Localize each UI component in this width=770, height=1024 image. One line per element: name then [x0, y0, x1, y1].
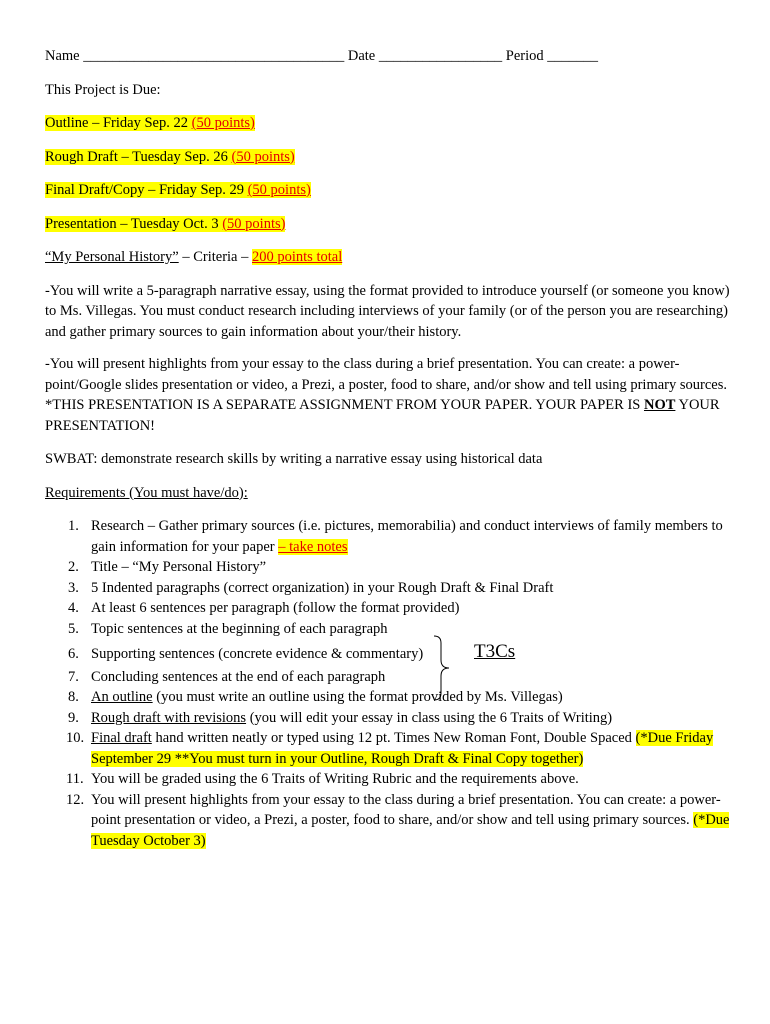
criteria-title: “My Personal History”: [45, 249, 179, 265]
due-item-text: Outline – Friday Sep. 22: [45, 115, 188, 131]
t3cs-label: T3Cs: [474, 641, 516, 662]
due-item-points: (50 points): [191, 115, 255, 131]
due-item-text: Final Draft/Copy – Friday Sep. 29: [45, 182, 244, 198]
criteria-dash: – Criteria –: [178, 249, 252, 265]
list-item: 2. Title – “My Personal History”: [68, 559, 267, 575]
list-item: 11. You will be graded using the 6 Traits of Writing Rubric and the requirements above.: [66, 771, 579, 787]
due-item-points: (50 points): [231, 148, 295, 165]
due-item-points: (50 points): [247, 182, 311, 198]
date-blank: _________________: [378, 48, 503, 64]
date-label: Date: [347, 48, 376, 64]
due-heading: This Project is Due:: [45, 81, 161, 98]
list-item: 1. Research – Gather primary sources (i.e. pictures, memorabilia) and conduct interviews of family members to gain information for your paper – take notes: [68, 518, 723, 555]
not-emphasis: NOT: [643, 397, 676, 413]
presentation-due-note: (*Due Tuesday October 3): [91, 812, 730, 849]
list-item: 12. You will present highlights from your essay to the class during a brief presentation. You can create: a power-point presentation or video, a Prezi, a poster, food to share, and/or show and tell using primary sources. (*Due Tuesday October 3): [66, 791, 730, 849]
criteria-line: [45, 247, 735, 268]
list-item: 8. An outline (you must write an outline using the format provided by Ms. Villegas): [68, 689, 563, 705]
due-item-outline: [45, 113, 735, 134]
list-item: 10. Final draft hand written neatly or typed using 12 pt. Times New Roman Font, Double Spaced (*Due Friday September 29 **You must turn in your Outline, Rough Draft & Final Copy together): [66, 730, 714, 767]
period-label: Period: [505, 48, 544, 64]
requirements-list: [45, 516, 735, 851]
due-item-rough-draft: [45, 147, 735, 168]
name-blank: ____________________________________: [83, 48, 345, 64]
take-notes-note: – take notes: [278, 538, 348, 555]
list-item: 9. Rough draft with revisions (you will edit your essay in class using the 6 Traits of Writing): [68, 709, 613, 726]
list-item: 6. Supporting sentences (concrete evidence & commentary): [68, 646, 424, 662]
due-item-presentation: [45, 214, 735, 235]
requirements-heading: Requirements (You must have/do):: [45, 484, 248, 501]
final-draft-due-note: (*Due Friday September 29 **You must turn in your Outline, Rough Draft & Final Copy together): [91, 730, 714, 767]
list-item: 3. 5 Indented paragraphs (correct organization) in your Rough Draft & Final Draft: [68, 579, 554, 596]
document-page: [45, 46, 735, 851]
list-item: 4. At least 6 sentences per paragraph (follow the format provided): [68, 600, 460, 616]
list-item: 7. Concluding sentences at the end of each paragraph: [68, 668, 386, 685]
due-item-final-draft: [45, 180, 735, 201]
curly-brace-icon: [432, 635, 452, 701]
swbat-statement: SWBAT: demonstrate research skills by writing a narrative essay using historical data: [45, 451, 543, 467]
due-item-points: (50 points): [222, 215, 286, 232]
narrative-essay-paragraph: -You will write a 5-paragraph narrative essay, using the format provided to introduce yourself (or someone you know) to Ms. Villegas. You must conduct research including interviews of your family (or of the person you are researching) and gather primary sources to gain information about your/their history.: [45, 282, 730, 340]
due-item-text: Rough Draft – Tuesday Sep. 26: [45, 148, 228, 165]
criteria-total: 200 points total: [252, 249, 343, 265]
name-label: Name: [45, 48, 80, 64]
due-item-text: Presentation – Tuesday Oct. 3: [45, 215, 219, 232]
period-blank: _______: [547, 48, 598, 64]
presentation-paragraph: -You will present highlights from your essay to the class during a brief presentation. You can create: a power-point/Google slides presentation or video, a Prezi, a poster, food to share, and/or show and tell using primary sources. *THIS PRESENTATION IS A SEPARATE ASSIGNMENT FROM YOUR PAPER. YOUR PAPER IS NOT YOUR PRESENTATION!: [45, 356, 727, 434]
list-item: 5. Topic sentences at the beginning of each paragraph: [68, 620, 388, 637]
header-line: [45, 46, 735, 67]
